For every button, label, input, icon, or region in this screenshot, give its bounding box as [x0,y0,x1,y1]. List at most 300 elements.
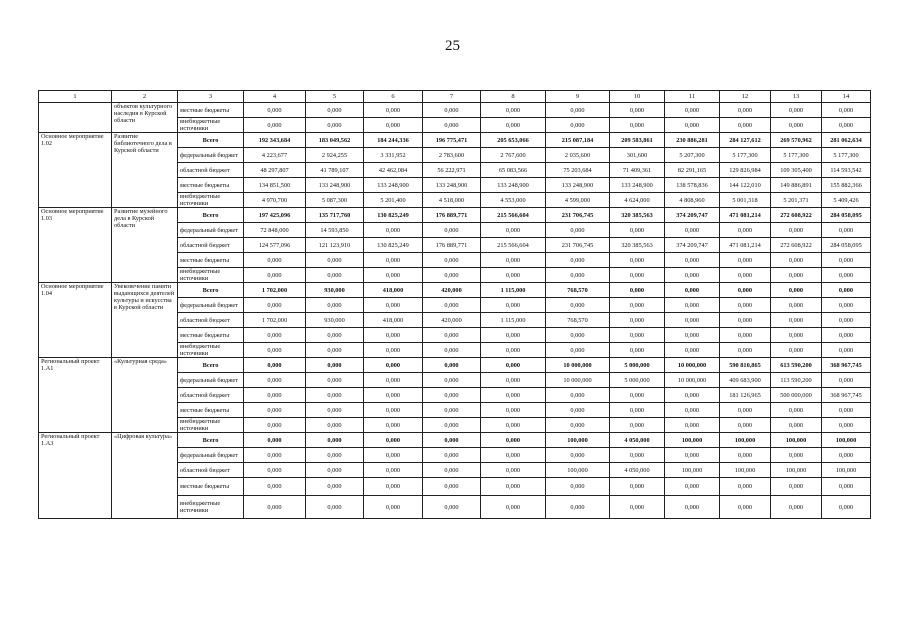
amount-cell: 0,000 [771,298,822,313]
amount-cell: 231 706,745 [546,208,610,223]
amount-cell: 3 331,952 [364,148,423,163]
amount-cell: 10 000,000 [665,373,720,388]
funding-source-cell: федеральный бюджет [178,373,244,388]
measure-code-cell: Региональный проект 1.А3 [39,433,112,519]
amount-cell: 0,000 [364,433,423,448]
amount-cell: 56 222,971 [423,163,481,178]
amount-cell: 613 590,200 [771,358,822,373]
amount-cell: 0,000 [665,403,720,418]
amount-cell: 0,000 [423,478,481,496]
amount-cell: 4 223,677 [244,148,306,163]
amount-cell: 0,000 [481,223,546,238]
funding-source-cell: областной бюджет [178,313,244,328]
amount-cell: 10 000,000 [665,358,720,373]
amount-cell: 0,000 [771,103,822,118]
amount-cell: 930,000 [306,283,364,298]
amount-cell: 0,000 [610,343,665,358]
amount-cell: 133 248,900 [364,178,423,193]
amount-cell: 0,000 [423,418,481,433]
amount-cell: 0,000 [306,433,364,448]
funding-source-cell: местные бюджеты [178,328,244,343]
amount-cell: 0,000 [771,118,822,133]
measure-name-cell: Увековечение памяти выдающихся деятелей культуры и искусства в Курской области [112,283,178,358]
amount-cell: 0,000 [481,298,546,313]
amount-cell: 114 593,542 [822,163,871,178]
amount-cell: 0,000 [720,253,771,268]
amount-cell: 4 624,000 [610,193,665,208]
amount-cell: 0,000 [546,298,610,313]
amount-cell: 0,000 [720,448,771,463]
amount-cell: 0,000 [665,118,720,133]
amount-cell: 2 767,600 [481,148,546,163]
amount-cell: 0,000 [364,268,423,283]
amount-cell: 0,000 [364,496,423,519]
amount-cell: 0,000 [720,478,771,496]
funding-source-cell: внебюджетные источники [178,418,244,433]
amount-cell: 0,000 [306,373,364,388]
amount-cell: 0,000 [306,418,364,433]
amount-cell: 0,000 [546,418,610,433]
amount-cell: 0,000 [720,403,771,418]
amount-cell: 0,000 [665,448,720,463]
amount-cell: 100,000 [546,433,610,448]
amount-cell: 0,000 [610,223,665,238]
amount-cell: 0,000 [665,418,720,433]
amount-cell: 4 599,000 [546,193,610,208]
funding-source-cell: местные бюджеты [178,253,244,268]
amount-cell: 0,000 [546,478,610,496]
funding-source-cell: местные бюджеты [178,103,244,118]
amount-cell: 2 924,255 [306,148,364,163]
amount-cell: 0,000 [665,343,720,358]
column-header: 10 [610,91,665,103]
amount-cell: 0,000 [822,253,871,268]
amount-cell: 124 577,096 [244,238,306,253]
amount-cell: 215 087,184 [546,133,610,148]
amount-cell: 0,000 [364,223,423,238]
measure-code-cell: Основное мероприятие 1.04 [39,283,112,358]
amount-cell: 0,000 [771,253,822,268]
amount-cell: 368 967,745 [822,358,871,373]
amount-cell: 0,000 [364,448,423,463]
amount-cell: 5 001,318 [720,193,771,208]
amount-cell: 100,000 [822,433,871,448]
amount-cell: 0,000 [423,403,481,418]
amount-cell: 374 209,747 [665,208,720,223]
amount-cell: 5 087,300 [306,193,364,208]
amount-cell: 0,000 [665,298,720,313]
amount-cell: 0,000 [610,418,665,433]
amount-cell: 0,000 [546,118,610,133]
amount-cell: 0,000 [364,388,423,403]
amount-cell: 10 000,000 [546,373,610,388]
amount-cell: 0,000 [771,418,822,433]
column-header: 11 [665,91,720,103]
amount-cell: 176 889,771 [423,238,481,253]
amount-cell: 590 810,865 [720,358,771,373]
amount-cell: 0,000 [306,358,364,373]
amount-cell: 65 083,566 [481,163,546,178]
amount-cell: 0,000 [665,103,720,118]
amount-cell: 0,000 [610,313,665,328]
amount-cell: 215 566,604 [481,208,546,223]
amount-cell: 0,000 [720,343,771,358]
amount-cell: 0,000 [244,253,306,268]
amount-cell: 930,000 [306,313,364,328]
amount-cell: 0,000 [771,343,822,358]
amount-cell: 41 789,107 [306,163,364,178]
amount-cell: 0,000 [610,478,665,496]
funding-source-cell: Всего [178,358,244,373]
amount-cell: 0,000 [364,373,423,388]
funding-source-cell: Всего [178,433,244,448]
amount-cell: 0,000 [720,103,771,118]
amount-cell: 0,000 [423,496,481,519]
amount-cell: 14 593,850 [306,223,364,238]
amount-cell: 176 889,771 [423,208,481,223]
amount-cell: 0,000 [771,448,822,463]
funding-source-cell: Всего [178,283,244,298]
amount-cell: 0,000 [822,448,871,463]
amount-cell: 0,000 [244,478,306,496]
amount-cell: 138 578,836 [665,178,720,193]
amount-cell: 374 209,747 [665,238,720,253]
amount-cell: 42 462,084 [364,163,423,178]
amount-cell: 0,000 [610,298,665,313]
measure-code-cell: Основное мероприятие 1.02 [39,133,112,208]
column-header: 8 [481,91,546,103]
amount-cell: 0,000 [364,478,423,496]
amount-cell: 5 177,300 [822,148,871,163]
amount-cell: 0,000 [610,496,665,519]
amount-cell: 0,000 [306,103,364,118]
amount-cell: 320 385,563 [610,208,665,223]
column-header: 3 [178,91,244,103]
amount-cell: 0,000 [306,253,364,268]
funding-source-cell: областной бюджет [178,238,244,253]
amount-cell: 0,000 [771,496,822,519]
amount-cell: 0,000 [720,223,771,238]
table-row [39,133,871,148]
amount-cell: 0,000 [720,496,771,519]
amount-cell: 183 049,562 [306,133,364,148]
amount-cell: 100,000 [720,433,771,448]
amount-cell: 48 297,807 [244,163,306,178]
amount-cell: 0,000 [244,433,306,448]
amount-cell: 10 000,000 [546,358,610,373]
column-header: 6 [364,91,423,103]
amount-cell: 0,000 [546,268,610,283]
amount-cell: 0,000 [423,433,481,448]
amount-cell: 135 717,760 [306,208,364,223]
amount-cell: 4 050,000 [610,463,665,478]
amount-cell: 0,000 [481,388,546,403]
amount-cell: 0,000 [822,418,871,433]
funding-source-cell: местные бюджеты [178,478,244,496]
amount-cell: 0,000 [546,103,610,118]
amount-cell: 197 425,096 [244,208,306,223]
amount-cell: 0,000 [244,418,306,433]
amount-cell: 0,000 [481,103,546,118]
measure-code-cell: Основное мероприятие 1.03 [39,208,112,283]
table-row [39,283,871,298]
amount-cell: 471 081,214 [720,208,771,223]
amount-cell: 129 826,984 [720,163,771,178]
amount-cell: 0,000 [610,448,665,463]
amount-cell: 133 248,900 [306,178,364,193]
amount-cell: 5 207,300 [665,148,720,163]
amount-cell: 100,000 [771,433,822,448]
measure-name-cell: объектов культурного наследия в Курской области [112,103,178,133]
amount-cell: 418,000 [364,313,423,328]
amount-cell: 0,000 [822,103,871,118]
measure-code-cell [39,103,112,133]
amount-cell: 0,000 [665,283,720,298]
amount-cell: 0,000 [610,328,665,343]
amount-cell: 0,000 [546,388,610,403]
measure-code-cell: Региональный проект 1.А1 [39,358,112,433]
amount-cell: 0,000 [306,448,364,463]
amount-cell: 320 385,563 [610,238,665,253]
amount-cell: 0,000 [244,103,306,118]
amount-cell: 281 062,634 [822,133,871,148]
amount-cell: 1 702,000 [244,283,306,298]
amount-cell: 0,000 [610,103,665,118]
amount-cell: 4 808,960 [665,193,720,208]
amount-cell: 0,000 [423,388,481,403]
amount-cell: 0,000 [364,358,423,373]
amount-cell: 0,000 [423,298,481,313]
amount-cell: 0,000 [481,403,546,418]
amount-cell: 0,000 [771,313,822,328]
amount-cell: 0,000 [364,253,423,268]
funding-source-cell: внебюджетные источники [178,343,244,358]
amount-cell: 0,000 [665,223,720,238]
amount-cell: 0,000 [306,118,364,133]
amount-cell: 0,000 [771,403,822,418]
amount-cell: 0,000 [481,433,546,448]
amount-cell: 0,000 [364,118,423,133]
amount-cell: 100,000 [822,463,871,478]
amount-cell: 0,000 [306,298,364,313]
amount-cell: 0,000 [306,403,364,418]
amount-cell: 0,000 [244,496,306,519]
amount-cell: 2 783,600 [423,148,481,163]
column-header: 9 [546,91,610,103]
amount-cell: 0,000 [364,103,423,118]
funding-source-cell: областной бюджет [178,163,244,178]
amount-cell: 2 035,600 [546,148,610,163]
amount-cell: 130 825,249 [364,238,423,253]
amount-cell: 0,000 [665,496,720,519]
table-body [39,91,871,519]
amount-cell: 0,000 [822,403,871,418]
amount-cell: 0,000 [665,328,720,343]
funding-source-cell: областной бюджет [178,463,244,478]
amount-cell: 133 248,900 [610,178,665,193]
amount-cell: 5 201,371 [771,193,822,208]
amount-cell: 0,000 [771,478,822,496]
amount-cell: 0,000 [244,403,306,418]
amount-cell: 155 882,366 [822,178,871,193]
amount-cell: 1 115,000 [481,313,546,328]
table-row [39,208,871,223]
amount-cell: 0,000 [244,388,306,403]
table-row [39,433,871,448]
amount-cell: 269 570,962 [771,133,822,148]
amount-cell: 301,600 [610,148,665,163]
amount-cell: 100,000 [771,463,822,478]
amount-cell: 0,000 [481,478,546,496]
amount-cell: 209 583,861 [610,133,665,148]
amount-cell: 0,000 [771,283,822,298]
funding-source-cell: внебюджетные источники [178,193,244,208]
amount-cell: 409 683,900 [720,373,771,388]
amount-cell: 0,000 [423,373,481,388]
amount-cell: 100,000 [665,463,720,478]
funding-source-cell: федеральный бюджет [178,448,244,463]
amount-cell: 0,000 [822,268,871,283]
amount-cell: 4 970,700 [244,193,306,208]
amount-cell: 0,000 [423,343,481,358]
amount-cell: 0,000 [822,223,871,238]
amount-cell: 0,000 [610,118,665,133]
funding-source-cell: Всего [178,133,244,148]
funding-source-cell: областной бюджет [178,388,244,403]
measure-name-cell: «Цифровая культура» [112,433,178,519]
amount-cell: 5 000,000 [610,373,665,388]
amount-cell: 0,000 [481,253,546,268]
amount-cell: 0,000 [546,253,610,268]
amount-cell: 272 608,922 [771,238,822,253]
amount-cell: 4 518,000 [423,193,481,208]
amount-cell: 0,000 [546,343,610,358]
measure-name-cell: Развитие музейного дела в Курской области [112,208,178,283]
amount-cell: 0,000 [306,388,364,403]
budget-table [38,90,871,519]
amount-cell: 134 851,500 [244,178,306,193]
amount-cell: 0,000 [481,418,546,433]
amount-cell: 149 886,891 [771,178,822,193]
amount-cell: 100,000 [665,433,720,448]
funding-source-cell: Всего [178,208,244,223]
column-header: 1 [39,91,112,103]
amount-cell: 0,000 [771,268,822,283]
header-row [39,91,871,103]
amount-cell: 0,000 [610,283,665,298]
amount-cell: 500 000,000 [771,388,822,403]
amount-cell: 1 115,000 [481,283,546,298]
amount-cell: 82 291,165 [665,163,720,178]
amount-cell: 231 706,745 [546,238,610,253]
column-header: 13 [771,91,822,103]
funding-source-cell: федеральный бюджет [178,298,244,313]
table-row [39,103,871,118]
amount-cell: 284 127,612 [720,133,771,148]
amount-cell: 0,000 [822,298,871,313]
amount-cell: 0,000 [481,328,546,343]
amount-cell: 0,000 [481,496,546,519]
amount-cell: 0,000 [244,268,306,283]
amount-cell: 133 248,900 [423,178,481,193]
funding-source-cell: местные бюджеты [178,178,244,193]
amount-cell: 0,000 [244,343,306,358]
amount-cell: 0,000 [546,328,610,343]
amount-cell: 184 244,336 [364,133,423,148]
amount-cell: 0,000 [244,298,306,313]
column-header: 7 [423,91,481,103]
amount-cell: 0,000 [610,268,665,283]
amount-cell: 0,000 [720,328,771,343]
amount-cell: 471 081,214 [720,238,771,253]
amount-cell: 0,000 [822,283,871,298]
amount-cell: 0,000 [423,268,481,283]
amount-cell: 0,000 [822,496,871,519]
funding-source-cell: внебюджетные источники [178,118,244,133]
amount-cell: 0,000 [423,358,481,373]
amount-cell: 0,000 [364,298,423,313]
amount-cell: 5 177,300 [720,148,771,163]
amount-cell: 0,000 [771,223,822,238]
amount-cell: 0,000 [481,268,546,283]
amount-cell: 5 201,400 [364,193,423,208]
amount-cell: 5 000,000 [610,358,665,373]
amount-cell: 0,000 [306,268,364,283]
funding-source-cell: федеральный бюджет [178,148,244,163]
funding-source-cell: местные бюджеты [178,403,244,418]
amount-cell: 0,000 [423,328,481,343]
amount-cell: 0,000 [306,463,364,478]
amount-cell: 0,000 [720,268,771,283]
amount-cell: 192 343,684 [244,133,306,148]
amount-cell: 196 775,471 [423,133,481,148]
amount-cell: 100,000 [720,463,771,478]
amount-cell: 0,000 [546,448,610,463]
amount-cell: 0,000 [423,448,481,463]
amount-cell: 5 409,426 [822,193,871,208]
amount-cell: 368 967,745 [822,388,871,403]
amount-cell: 0,000 [665,388,720,403]
column-header: 14 [822,91,871,103]
amount-cell: 0,000 [481,373,546,388]
amount-cell: 0,000 [720,118,771,133]
amount-cell: 0,000 [423,463,481,478]
amount-cell: 768,570 [546,283,610,298]
amount-cell: 72 848,000 [244,223,306,238]
amount-cell: 0,000 [244,448,306,463]
amount-cell: 0,000 [771,328,822,343]
amount-cell: 0,000 [306,343,364,358]
funding-source-cell: внебюджетные источники [178,496,244,519]
amount-cell: 133 248,900 [546,178,610,193]
amount-cell: 113 590,200 [771,373,822,388]
amount-cell: 0,000 [665,313,720,328]
amount-cell: 0,000 [364,463,423,478]
table-row [39,358,871,373]
amount-cell: 100,000 [546,463,610,478]
amount-cell: 0,000 [822,118,871,133]
amount-cell: 0,000 [481,343,546,358]
amount-cell: 0,000 [822,313,871,328]
amount-cell: 0,000 [244,358,306,373]
measure-name-cell: Развитие библиотечного дела в Курской области [112,133,178,208]
amount-cell: 0,000 [665,478,720,496]
amount-cell: 109 305,400 [771,163,822,178]
funding-source-cell: федеральный бюджет [178,223,244,238]
amount-cell: 205 653,066 [481,133,546,148]
amount-cell: 4 050,000 [610,433,665,448]
amount-cell: 0,000 [244,463,306,478]
